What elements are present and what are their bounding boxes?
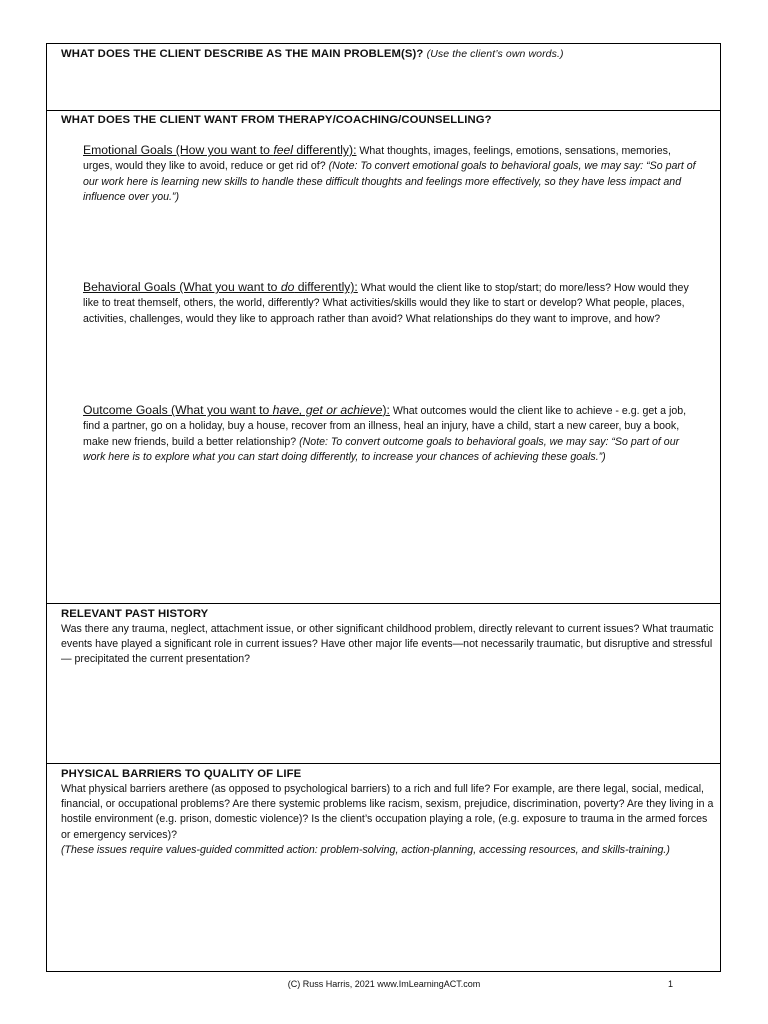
outcome-goals-text: What outcomes would the client like to achieve - e.g. get a job, find a partner, go on a holiday, buy a house, recover from an illness, heal an injury, have a child, start a new career, buy a book, make new friends, build a better relationship? [83,405,687,448]
physical-barriers-text: What physical barriers arethere (as opposed to psychological barriers) to a rich and full life? For example, are there legal, social, medical, financial, or occupational problems? Are there systemic problems like racism, sexism, prejudice, discrimination, poverty? Are they living in a hostile environment (e.g. prison, domestic violence)? Is the client’s occupation playing a role, (e.g. exposure to trauma in the armed forces or emergency services)? [61,783,714,841]
behavioral-goals-title: Behavioral Goals (What you want to do differently): [83,280,358,295]
assessment-form [46,43,721,972]
physical-barriers-heading: PHYSICAL BARRIERS TO QUALITY OF LIFE [61,768,302,780]
emotional-goals-text: What thoughts, images, feelings, emotions, sensations, memories, urges, would they like to avoid, reduce or get rid of? [83,145,671,173]
past-history-text: Was there any trauma, neglect, attachment issue, or other significant childhood problem, directly relevant to current issues? What traumatic events have played a significant role in current issues? Have other major life events—not necessarily traumatic, but disruptive and stressful— precipitated the current presentation? [61,623,714,666]
past-history-heading: RELEVANT PAST HISTORY [61,608,209,620]
main-problem-section [47,44,720,111]
emotional-goals-note: (Note: To convert emotional goals to behavioral goals, we may say: “So part of our work here is learning new skills to handle these difficult thoughts and feelings more effectively, so they have less impact and influence over you.”) [83,160,696,203]
physical-barriers-note: (These issues require values-guided committed action: problem-solving, action-planning, accessing resources, and skills-training.) [61,843,670,856]
footer-copyright: (C) Russ Harris, 2021 www.ImLearningACT.com [287,979,481,989]
emotional-goals-block [83,143,702,205]
emotional-goals-title: Emotional Goals (How you want to feel differently): [83,143,357,157]
main-problem-heading [61,48,712,60]
physical-barriers-section [47,764,720,971]
therapy-goals-section [47,111,720,604]
therapy-goals-heading: WHAT DOES THE CLIENT WANT FROM THERAPY/COACHING/COUNSELLING? [61,114,492,126]
main-problem-hint: (Use the client’s own words.) [426,48,564,60]
page-number: 1 [668,979,674,989]
past-history-section [47,604,720,764]
main-problem-heading-text: WHAT DOES THE CLIENT DESCRIBE AS THE MAIN PROBLEM(S)? [61,48,424,60]
behavioral-goals-block [83,280,702,327]
outcome-goals-note: (Note: To convert outcome goals to behavioral goals, we may say: “So part of our work here is to explore what you can start doing differently, to increase your chances of achieving these goals.”) [83,435,680,463]
behavioral-goals-text: What would the client like to stop/start; do more/less? How would they like to treat themself, others, the world, differently? What activities/skills would they like to start or develop? What people, places, activities, challenges, would they like to approach rather than avoid? What relationships do they want to improve, and how? [83,282,689,325]
outcome-goals-block [83,403,702,465]
outcome-goals-title: Outcome Goals (What you want to have, get or achieve): [83,403,390,418]
